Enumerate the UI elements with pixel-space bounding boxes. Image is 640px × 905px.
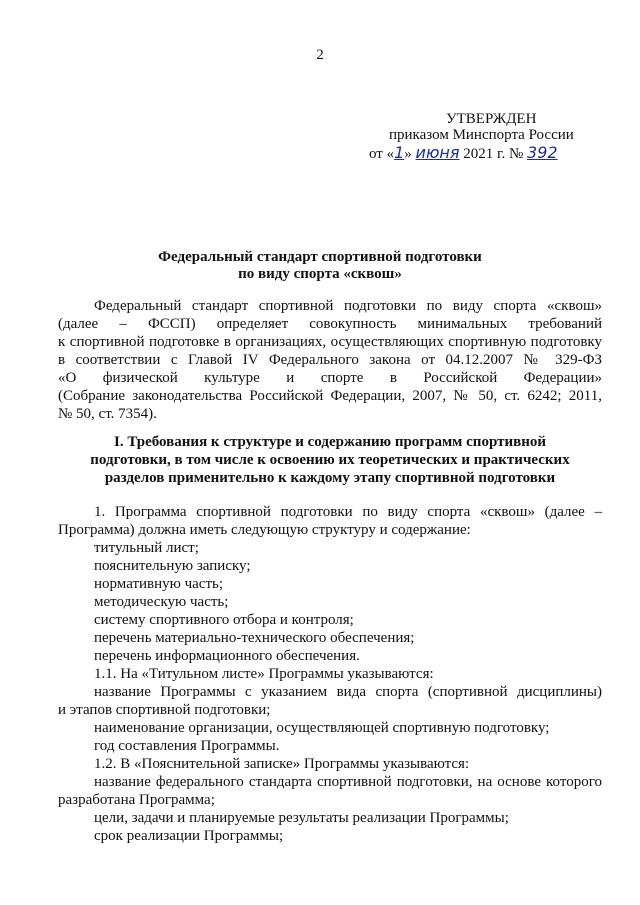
handwritten-month: июня bbox=[415, 143, 460, 162]
list-item: год составления Программы. bbox=[94, 738, 280, 754]
subsection-heading: 1.1. На «Титульном листе» Программы указываются: bbox=[94, 666, 434, 682]
date-year: 2021 г. № bbox=[463, 146, 524, 162]
body-line: разработана Программа; bbox=[58, 792, 215, 808]
body-line: 1. Программа спортивной подготовки по виду спорта «сквош» (далее – bbox=[94, 504, 602, 520]
list-item: наименование организации, осуществляющей спортивную подготовку; bbox=[94, 720, 550, 736]
section-heading-line: I. Требования к структуре и содержанию программ спортивной bbox=[113, 434, 546, 450]
document-title bbox=[0, 249, 640, 283]
approval-order: приказом Минспорта России bbox=[389, 127, 574, 143]
body-line: Программа) должна иметь следующую структуру и содержание: bbox=[58, 522, 471, 538]
body-line: и этапов спортивной подготовки; bbox=[58, 702, 271, 718]
section-heading-line: разделов применительно к каждому этапу спортивной подготовки bbox=[104, 470, 556, 486]
handwritten-day: 1 bbox=[394, 143, 405, 162]
list-item: перечень материально-технического обеспечения; bbox=[94, 630, 415, 646]
title-line-2: по виду спорта «сквош» bbox=[238, 266, 402, 282]
list-item: методическую часть; bbox=[94, 594, 229, 610]
list-item: срок реализации Программы; bbox=[94, 828, 284, 844]
list-item: пояснительную записку; bbox=[94, 558, 251, 574]
title-line-1: Федеральный стандарт спортивной подготовки bbox=[158, 249, 482, 265]
intro-line: (Собрание законодательства Российской Федерации, 2007, № 50, ст. 6242; 2011, bbox=[58, 388, 602, 404]
date-mid: » bbox=[404, 146, 412, 162]
section-1-heading bbox=[70, 433, 590, 487]
approval-title: УТВЕРЖДЕН bbox=[446, 111, 537, 127]
approval-date bbox=[369, 143, 558, 163]
list-item: перечень информационного обеспечения. bbox=[94, 648, 360, 664]
list-item: цели, задачи и планируемые результаты реализации Программы; bbox=[94, 810, 509, 826]
body-line: название федерального стандарта спортивной подготовки, на основе которого bbox=[94, 774, 602, 790]
list-item: титульный лист; bbox=[94, 540, 199, 556]
list-item: нормативную часть; bbox=[94, 576, 224, 592]
date-prefix: от « bbox=[369, 146, 395, 162]
handwritten-number: 392 bbox=[527, 143, 558, 162]
intro-line: Федеральный стандарт спортивной подготовки по виду спорта «сквош» bbox=[94, 298, 602, 314]
page-number: 2 bbox=[316, 47, 324, 63]
intro-line: «О физической культуре и спорте в Российской Федерации» bbox=[58, 370, 602, 386]
intro-line: к спортивной подготовке в организациях, осуществляющих спортивную подготовку bbox=[58, 334, 602, 350]
intro-line: в соответствии с Главой IV Федерального закона от 04.12.2007 № 329-ФЗ bbox=[58, 352, 602, 368]
intro-line: № 50, ст. 7354). bbox=[58, 406, 157, 422]
subsection-heading: 1.2. В «Пояснительной записке» Программы указываются: bbox=[94, 756, 470, 772]
section-heading-line: подготовки, в том числе к освоению их теоретических и практических bbox=[90, 452, 570, 468]
list-item: систему спортивного отбора и контроля; bbox=[94, 612, 354, 628]
body-line: название Программы с указанием вида спорта (спортивной дисциплины) bbox=[94, 684, 602, 700]
intro-line: (далее – ФССП) определяет совокупность минимальных требований bbox=[58, 316, 602, 332]
